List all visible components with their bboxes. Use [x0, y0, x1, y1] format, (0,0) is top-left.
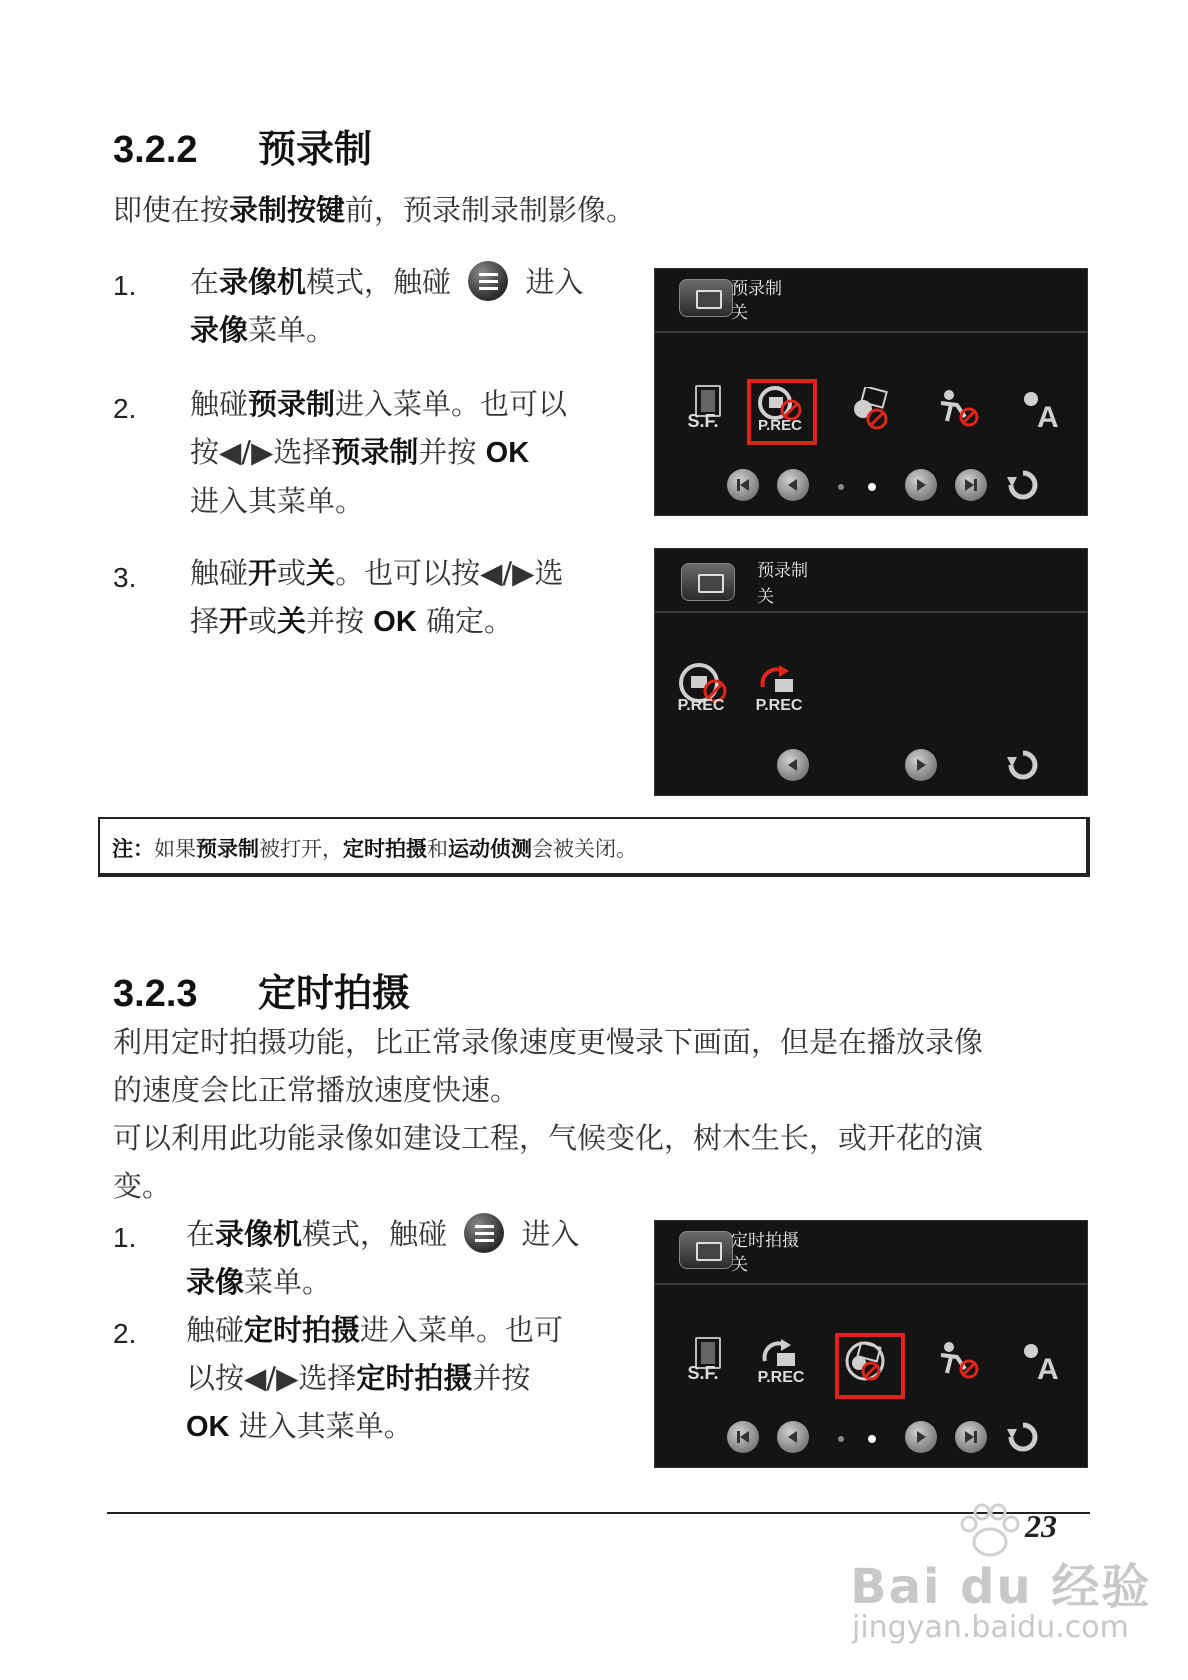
- note-text: 会被关闭。: [532, 837, 637, 861]
- step-text-part: 菜单。: [244, 1265, 332, 1299]
- motion-detect-icon[interactable]: [937, 387, 983, 431]
- prev-button[interactable]: [777, 469, 809, 501]
- step-text-part: 进入: [525, 265, 584, 299]
- step-text-part: 模式，触碰: [306, 265, 452, 299]
- camera-screen-timelapse-menu: [654, 1220, 1088, 1468]
- step-number: 1.: [113, 1222, 137, 1253]
- note-label: 注：: [112, 837, 154, 861]
- step-text-part: 菜单。: [248, 313, 336, 347]
- page-dot-active: [868, 483, 876, 491]
- ok-label: OK: [186, 1411, 230, 1443]
- menu-title: 定时拍摄: [731, 1231, 799, 1251]
- last-page-button[interactable]: [955, 1421, 987, 1453]
- step-3-text: [190, 549, 630, 646]
- paragraph-line: 可以利用此功能录像如建设工程，气候变化，树木生长，或开花的演: [113, 1121, 984, 1155]
- note-box: [98, 817, 1090, 877]
- step-text-part: 择: [190, 604, 220, 638]
- intro-text: 即使在按: [113, 193, 230, 227]
- ok-label: OK: [485, 437, 530, 469]
- time-lapse-icon[interactable]: [851, 387, 897, 431]
- header-divider: [655, 611, 1087, 613]
- camera-screen-prerecord-options: [654, 548, 1088, 796]
- prev-button[interactable]: [777, 1421, 809, 1453]
- return-icon[interactable]: [1005, 1419, 1041, 1455]
- return-icon[interactable]: [1005, 747, 1041, 783]
- next-button[interactable]: [905, 469, 937, 501]
- menu-icon: [468, 261, 508, 301]
- step-text-part: 按◀/▶选择: [190, 435, 332, 469]
- section-title: 预录制: [258, 127, 373, 171]
- step-text-bold: 开: [219, 604, 249, 638]
- step-text-bold: 定时拍摄: [356, 1361, 473, 1395]
- step-text-bold: 录像: [190, 313, 249, 347]
- motion-detect-icon[interactable]: [937, 1339, 983, 1383]
- camcorder-mode-icon: [679, 279, 733, 317]
- note-text: 被打开，: [259, 837, 343, 861]
- step-text-part: 并按: [306, 604, 365, 638]
- return-icon[interactable]: [1005, 467, 1041, 503]
- step-text-part: 或: [248, 604, 278, 638]
- footer-rule: [107, 1512, 1090, 1514]
- svg-text:A: A: [1037, 1353, 1059, 1383]
- step-text-part: 。也可以按◀/▶选: [335, 556, 564, 590]
- camera-screen-prerecord-menu: [654, 268, 1088, 516]
- step-text-part: 触碰: [186, 1313, 245, 1347]
- time-lapse-icon[interactable]: [843, 1339, 893, 1385]
- section-heading-3-2-2: [113, 118, 372, 173]
- step-number: 1.: [113, 270, 137, 301]
- step-text-bold: 预录制: [331, 435, 419, 469]
- sf-label: S.F.: [687, 411, 719, 431]
- auto-white-balance-icon[interactable]: [1015, 383, 1067, 431]
- step-text-bold: 关: [277, 604, 307, 638]
- menu-icon: [464, 1213, 504, 1253]
- note-text: 如果: [154, 837, 196, 861]
- header-divider: [655, 331, 1087, 333]
- section-heading-3-2-3: [113, 962, 410, 1017]
- section-title: 定时拍摄: [258, 971, 411, 1015]
- step-text-bold: 关: [306, 556, 336, 590]
- menu-title: 预录制: [731, 279, 782, 299]
- step-text-bold: 预录制: [248, 387, 336, 421]
- prev-button[interactable]: [777, 749, 809, 781]
- sf-label: S.F.: [687, 1363, 719, 1383]
- step-1-text: [190, 258, 630, 354]
- note-bold: 运动侦测: [448, 837, 532, 861]
- next-button[interactable]: [905, 749, 937, 781]
- step-text-bold: 录像: [186, 1265, 245, 1299]
- section-intro: [113, 186, 635, 234]
- paragraph-line: 利用定时拍摄功能，比正常录像速度更慢录下画面，但是在播放录像: [113, 1025, 984, 1059]
- menu-title: 预录制: [757, 561, 808, 581]
- step-text-bold: 定时拍摄: [244, 1313, 361, 1347]
- step-text-part: 进入菜单。也可以: [335, 387, 568, 421]
- step-number: 2.: [113, 1318, 137, 1349]
- menu-value: 关: [731, 303, 748, 323]
- page-dot-active: [868, 1435, 876, 1443]
- note-bold: 定时拍摄: [343, 837, 427, 861]
- section-number: 3.2.3: [113, 973, 198, 1015]
- camcorder-mode-icon: [681, 563, 735, 601]
- step-text-part: 进入其菜单。: [238, 1409, 413, 1443]
- step-2-text: [186, 1306, 626, 1451]
- section-number: 3.2.2: [113, 129, 198, 171]
- watermark-brand: Bai du 经验: [850, 1559, 1152, 1615]
- ok-label: OK: [373, 606, 417, 638]
- first-page-button[interactable]: [727, 469, 759, 501]
- step-text-bold: 录像机: [219, 265, 307, 299]
- step-text-part: 或: [277, 556, 307, 590]
- intro-text: 前，预录制录制影像。: [345, 193, 636, 227]
- step-text-part: 模式，触碰: [302, 1217, 448, 1251]
- step-text-part: 以按◀/▶选择: [186, 1361, 357, 1395]
- svg-text:A: A: [1037, 401, 1059, 431]
- step-text-part: 在: [186, 1217, 216, 1251]
- step-text-part: 并按: [418, 435, 477, 469]
- page-number: 23: [1025, 1508, 1057, 1544]
- first-page-button[interactable]: [727, 1421, 759, 1453]
- auto-white-balance-icon[interactable]: [1015, 1335, 1067, 1383]
- page-dot: [838, 484, 844, 490]
- menu-value: 关: [731, 1255, 748, 1275]
- paragraph-line: 的速度会比正常播放速度快速。: [113, 1073, 520, 1107]
- last-page-button[interactable]: [955, 469, 987, 501]
- step-text-bold: 开: [248, 556, 278, 590]
- header-divider: [655, 1283, 1087, 1285]
- step-1-text: [186, 1210, 626, 1306]
- step-text-part: 进入菜单。也可: [360, 1313, 564, 1347]
- step-text-part: 确定。: [426, 604, 514, 638]
- step-text-part: 进入其菜单。: [190, 484, 365, 518]
- paragraph-line: 变。: [113, 1169, 172, 1203]
- intro-bold: 录制按键: [229, 193, 346, 227]
- prerecord-label: P.REC: [758, 417, 802, 434]
- step-text-bold: 录像机: [215, 1217, 303, 1251]
- watermark-url: jingyan.baidu.com: [852, 1610, 1129, 1645]
- prerecord-on-label: P.REC: [755, 697, 803, 714]
- prerecord-off-label: P.REC: [677, 697, 725, 714]
- camcorder-mode-icon: [679, 1231, 733, 1269]
- note-text: 和: [427, 837, 448, 861]
- menu-value: 关: [757, 587, 774, 607]
- section-description: [113, 1018, 983, 1210]
- next-button[interactable]: [905, 1421, 937, 1453]
- step-number: 2.: [113, 393, 137, 424]
- step-text-part: 触碰: [190, 556, 249, 590]
- step-text-part: 在: [190, 265, 220, 299]
- step-text-part: 进入: [521, 1217, 580, 1251]
- note-bold: 预录制: [196, 837, 259, 861]
- step-text-part: 并按: [472, 1361, 531, 1395]
- step-2-text: [190, 380, 630, 525]
- page-dot: [838, 1436, 844, 1442]
- step-text-part: 触碰: [190, 387, 249, 421]
- prerecord-label: P.REC: [757, 1369, 805, 1386]
- step-number: 3.: [113, 562, 137, 593]
